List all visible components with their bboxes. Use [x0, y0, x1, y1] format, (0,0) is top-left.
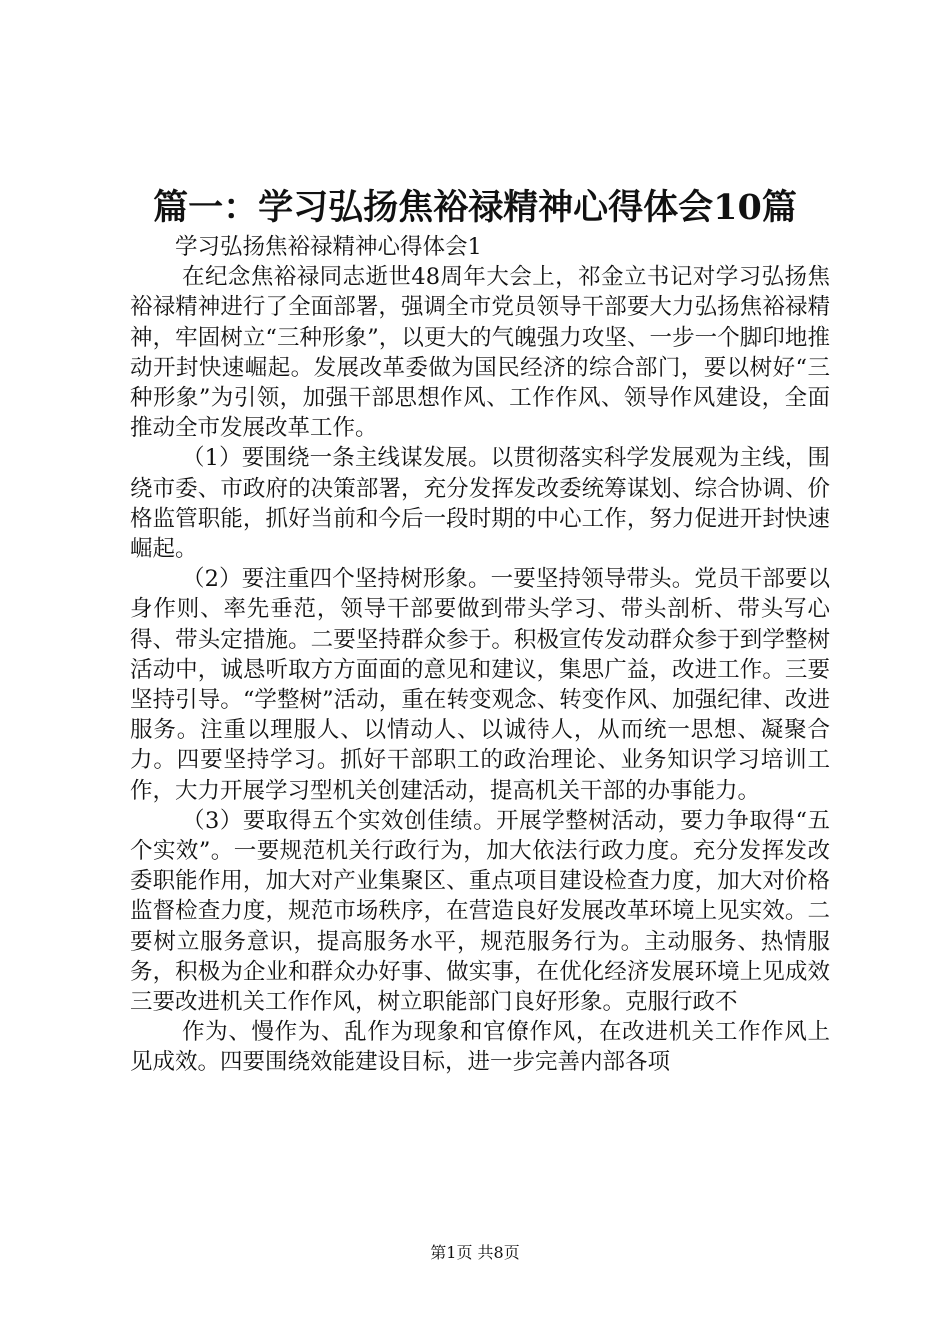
- paragraph-point-3: （3）要取得五个实效创佳绩。开展学整树活动，要力争取得“五个实效”。一要规范机关行政行为，加大依法行政力度。充分发挥发改委职能作用，加大对产业集聚区、重点项目建设检查力度，加大对价格监督检查力度，规范市场秩序，在营造良好发展改革环境上见实效。二要树立服务意识，提高服务水平，规范服务行为。主动服务、热情服务，积极为企业和群众办好事、做实事，在优化经济发展环境上见成效三要改进机关工作作风，树立职能部门良好形象。克服行政不: [130, 807, 830, 1016]
- section-subtitle: 学习弘扬焦裕禄精神心得体会1: [175, 234, 482, 260]
- paragraph-point-1: （1）要围绕一条主线谋发展。以贯彻落实科学发展观为主线，围绕市委、市政府的决策部署，充分发挥发改委统筹谋划、综合协调、价格监管职能，抓好当前和今后一段时期的中心工作，努力促进开封快速崛起。: [130, 445, 830, 563]
- document-body: [130, 232, 830, 1078]
- paragraph-continued: 作为、慢作为、乱作为现象和官僚作风，在改进机关工作作风上见成效。四要围绕效能建设目标，进一步完善内部各项: [130, 1019, 830, 1076]
- paragraph-intro: 在纪念焦裕禄同志逝世48周年大会上，祁金立书记对学习弘扬焦裕禄精神进行了全面部署，强调全市党员领导干部要大力弘扬焦裕禄精神，牢固树立“三种形象”，以更大的气魄强力攻坚、一步一个脚印地推动开封快速崛起。发展改革委做为国民经济的综合部门，要以树好“三种形象”为引领，加强干部思想作风、工作作风、领导作风建设，全面推动全市发展改革工作。: [130, 264, 830, 442]
- paragraph-point-2: （2）要注重四个坚持树形象。一要坚持领导带头。党员干部要以身作则、率先垂范，领导干部要做到带头学习、带头剖析、带头写心得、带头定措施。二要坚持群众参于。积极宣传发动群众参于到学整树活动中，诚恳听取方方面面的意见和建议，集思广益，改进工作。三要坚持引导。“学整树”活动，重在转变观念、转变作风、加强纪律、改进服务。注重以理服人、以情动人、以诚待人，从而统一思想、凝聚合力。四要坚持学习。抓好干部职工的政治理论、业务知识学习培训工作，大力开展学习型机关创建活动，提高机关干部的办事能力。: [130, 566, 830, 804]
- document-title: 篇一：学习弘扬焦裕禄精神心得体会10篇: [153, 187, 797, 228]
- page-number: 第1页 共8页: [430, 1243, 520, 1262]
